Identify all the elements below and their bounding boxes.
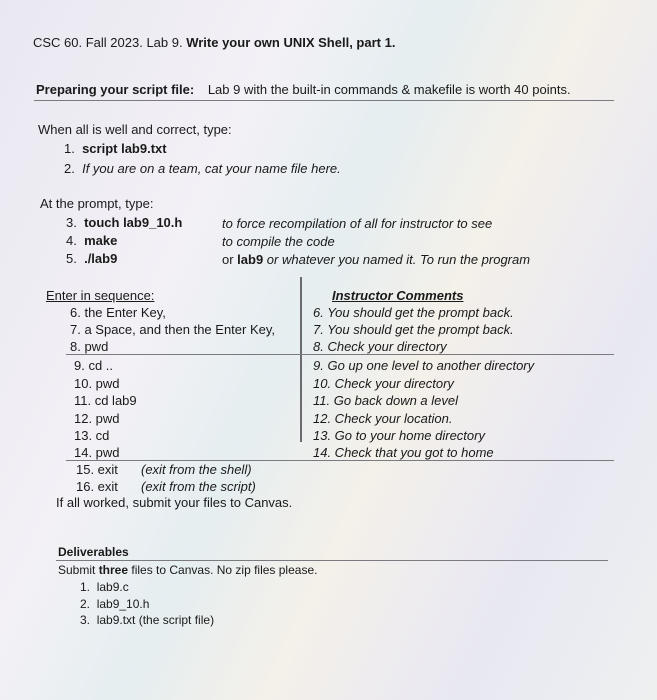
sequence-step: 11. cd lab9 xyxy=(74,393,137,408)
instructor-comment: 11. Go back down a level xyxy=(313,393,459,408)
step-note: (exit from the script) xyxy=(141,479,256,494)
sequence-step: 8. pwd xyxy=(70,339,109,354)
comments-heading: Instructor Comments xyxy=(332,288,464,303)
deliverables-intro: Submit three files to Canvas. No zip files please. xyxy=(58,563,318,577)
list-item: 4. make xyxy=(66,233,118,248)
file-item: 1. lab9.c xyxy=(80,580,129,594)
list-item: 2. If you are on a team, cat your name file here. xyxy=(64,161,341,176)
sequence-step: 6. the Enter Key, xyxy=(70,305,166,320)
column-divider xyxy=(300,277,302,442)
sequence-step: 10. pwd xyxy=(74,376,120,391)
step-note: to compile the code xyxy=(222,234,335,249)
sequence-step: 9. cd .. xyxy=(74,358,114,373)
instructor-comment: 8. Check your directory xyxy=(313,339,447,354)
sequence-step: 7. a Space, and then the Enter Key, xyxy=(70,322,276,337)
instructor-comment: 9. Go up one level to another directory xyxy=(313,358,535,373)
file-item: 3. lab9.txt (the script file) xyxy=(80,613,215,627)
sequence-step: 15. exit xyxy=(76,462,118,477)
list-item: 3. touch lab9_10.h xyxy=(66,215,183,230)
step-note: (exit from the shell) xyxy=(141,462,252,477)
instructor-comment: 7. You should get the prompt back. xyxy=(313,322,514,337)
instructor-comment: 12. Check your location. xyxy=(313,411,453,426)
file-item: 2. lab9_10.h xyxy=(80,597,150,611)
instructor-comment: 13. Go to your home directory xyxy=(313,428,485,443)
list-item: 1. script lab9.txt xyxy=(64,141,167,156)
instructor-comment: 14. Check that you got to home xyxy=(313,445,494,460)
course-info: CSC 60. Fall 2023. Lab 9. xyxy=(33,35,187,50)
list-item: 5. ./lab9 xyxy=(66,251,118,266)
divider xyxy=(56,560,608,561)
divider xyxy=(34,100,614,101)
divider xyxy=(66,354,614,355)
deliverables-heading: Deliverables xyxy=(58,545,129,559)
divider xyxy=(66,460,614,461)
final-instruction: If all worked, submit your files to Canvas. xyxy=(56,495,293,510)
sequence-heading: Enter in sequence: xyxy=(46,288,155,303)
sequence-step: 14. pwd xyxy=(74,445,120,460)
sequence-step: 13. cd xyxy=(74,428,110,443)
sequence-step: 12. pwd xyxy=(74,411,120,426)
sequence-step: 16. exit xyxy=(76,479,118,494)
step-note: to force recompilation of all for instructor to see xyxy=(222,216,493,231)
step-note: or lab9 or whatever you named it. To run the program xyxy=(222,252,531,267)
instructor-comment: 6. You should get the prompt back. xyxy=(313,305,514,320)
instructor-comment: 10. Check your directory xyxy=(313,376,454,391)
preparing-line xyxy=(36,82,571,97)
preparing-label: Preparing your script file: xyxy=(36,82,195,97)
when-intro: When all is well and correct, type: xyxy=(38,122,232,137)
document-title xyxy=(33,35,395,50)
preparing-text: Lab 9 with the built-in commands & makefile is worth 40 points. xyxy=(207,82,571,97)
prompt-intro: At the prompt, type: xyxy=(40,196,154,211)
lab-title: Write your own UNIX Shell, part 1. xyxy=(186,35,396,50)
